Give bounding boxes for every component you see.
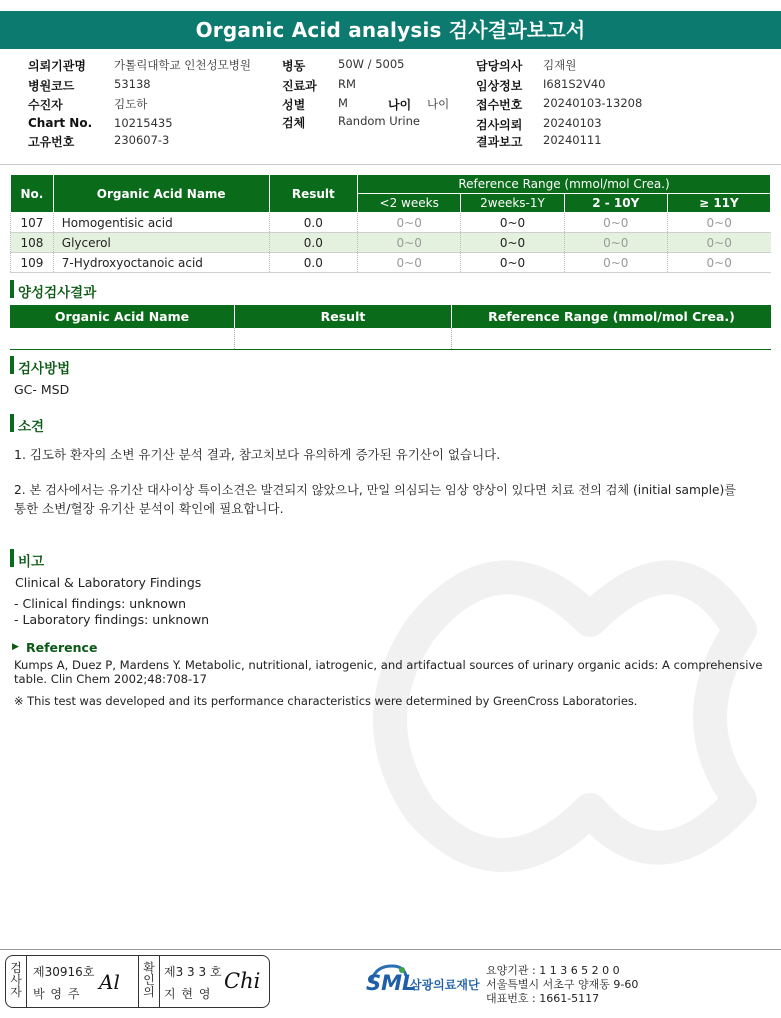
signature-box — [5, 955, 270, 1008]
result-table — [10, 174, 771, 273]
row-no: 107 — [11, 213, 54, 233]
examiner-number: 제30916호 — [33, 965, 95, 979]
confirm-signature: Chi — [224, 969, 261, 993]
col-header-no: No. — [11, 175, 54, 213]
row-range: 0~0 — [667, 253, 770, 273]
info-label: Chart No. — [28, 116, 93, 130]
section-heading-findings: 소견 — [18, 419, 45, 435]
reference-heading: Reference — [26, 640, 98, 655]
section-heading-method: 검사방법 — [18, 361, 71, 377]
row-result: 0.0 — [269, 233, 357, 253]
section-marker — [10, 356, 14, 374]
info-value: RM — [338, 77, 356, 91]
reference-line-2: table. Clin Chem 2002;48:708-17 — [14, 672, 207, 686]
col-header-name: Organic Acid Name — [10, 305, 235, 328]
info-value: 20240103 — [543, 116, 602, 130]
row-range: 0~0 — [564, 233, 667, 253]
info-value: Random Urine — [338, 114, 420, 128]
report-title: Organic Acid analysis 검사결과보고서 — [0, 11, 781, 49]
section-marker — [10, 280, 14, 298]
examiner-label-char: 자 — [10, 985, 22, 999]
confirm-number: 제3 3 3 호 — [164, 965, 222, 979]
empty-cell — [452, 328, 772, 350]
reference-note: ※ This test was developed and its performance characteristics were determined by GreenCross Laboratories. — [14, 694, 638, 708]
section-marker — [10, 414, 14, 432]
info-label: 수진자 — [28, 98, 63, 112]
info-value: 53138 — [114, 77, 151, 91]
row-range: 0~0 — [358, 253, 461, 273]
row-range: 0~0 — [667, 213, 770, 233]
positive-table — [10, 305, 771, 350]
findings-paragraph-2-line-2: 통한 소변/혈장 유기산 분석이 확인에 필요합니다. — [14, 501, 284, 516]
findings-paragraph-2-line-1: 2. 본 검사에서는 유기산 대사이상 특이소견은 발견되지 않았으나, 만일 의심되는 임상 양상이 있다면 치료 전의 검체 (initial sample)를 — [14, 483, 737, 497]
table-row — [11, 213, 771, 233]
info-label: 담당의사 — [476, 59, 523, 73]
phone: 대표번호 : 1661-5117 — [486, 992, 600, 1005]
examiner-label-char: 검 — [10, 961, 22, 975]
range-header: 2 - 10Y — [564, 194, 667, 213]
remarks-clinical: - Clinical findings: unknown — [14, 596, 187, 611]
empty-cell — [235, 328, 452, 350]
info-label: 병원코드 — [28, 79, 75, 93]
row-range: 0~0 — [358, 233, 461, 253]
row-name: 7-Hydroxyoctanoic acid — [53, 253, 269, 273]
row-name: Glycerol — [53, 233, 269, 253]
address: 서울특별시 서초구 양재동 9-60 — [486, 978, 639, 991]
info-label: 임상정보 — [476, 79, 523, 93]
range-header: <2 weeks — [358, 194, 461, 213]
info-value: M — [338, 96, 348, 110]
info-value: 230607-3 — [114, 133, 170, 147]
info-label: 병동 — [282, 59, 306, 73]
row-no: 108 — [11, 233, 54, 253]
info-value: 김도하 — [114, 97, 148, 111]
confirm-label — [138, 956, 160, 1007]
row-range: 0~0 — [564, 213, 667, 233]
col-header-name: Organic Acid Name — [53, 175, 269, 213]
section-marker — [10, 549, 14, 567]
examiner-signature: Al — [99, 970, 120, 994]
empty-cell — [10, 328, 235, 350]
info-value: I681S2V40 — [543, 77, 606, 91]
section-heading-remarks: 비고 — [18, 554, 45, 570]
org-name: 삼광의료재단 — [410, 978, 480, 992]
info-label: 성별 — [282, 98, 306, 112]
row-range: 0~0 — [564, 253, 667, 273]
confirm-name: 지 현 영 — [164, 987, 212, 1001]
row-range: 0~0 — [358, 213, 461, 233]
row-no: 109 — [11, 253, 54, 273]
row-range: 0~0 — [461, 213, 564, 233]
col-header-reference: Reference Range (mmol/mol Crea.) — [452, 305, 772, 328]
examiner-label — [6, 956, 27, 1007]
col-header-result: Result — [269, 175, 357, 213]
remarks-title: Clinical & Laboratory Findings — [15, 575, 202, 590]
footer-divider — [0, 949, 781, 950]
age-value: 나이 — [427, 97, 450, 111]
info-label: 접수번호 — [476, 98, 523, 112]
row-result: 0.0 — [269, 213, 357, 233]
info-label: 진료과 — [282, 79, 317, 93]
col-header-reference: Reference Range (mmol/mol Crea.) — [358, 175, 771, 194]
info-value: 20240103-13208 — [543, 96, 643, 110]
confirm-label-char: 확 — [143, 961, 155, 975]
info-value: 김재원 — [543, 58, 577, 72]
row-range: 0~0 — [667, 233, 770, 253]
range-header: 2weeks-1Y — [461, 194, 564, 213]
info-label: 의뢰기관명 — [28, 59, 86, 73]
info-value: 50W / 5005 — [338, 57, 405, 71]
examiner-name: 박 영 주 — [33, 987, 81, 1001]
sml-logo-text: SML — [366, 971, 416, 995]
remarks-laboratory: - Laboratory findings: unknown — [14, 612, 210, 627]
row-range: 0~0 — [461, 233, 564, 253]
examiner-label-char: 사 — [10, 973, 22, 987]
findings-paragraph-1: 1. 김도하 환자의 소변 유기산 분석 결과, 참고치보다 유의하게 증가된 유기산이 없습니다. — [14, 447, 501, 462]
age-label: 나이 — [388, 98, 412, 112]
info-value: 10215435 — [114, 116, 173, 130]
info-value: 20240111 — [543, 133, 602, 147]
triangle-icon: ▶ — [12, 642, 19, 652]
section-heading-positive: 양성검사결과 — [18, 285, 97, 301]
range-header: ≥ 11Y — [667, 194, 770, 213]
info-label: 검사의뢰 — [476, 118, 523, 132]
row-range: 0~0 — [461, 253, 564, 273]
info-label: 검체 — [282, 116, 306, 130]
info-divider — [0, 164, 781, 165]
table-row — [11, 253, 771, 273]
reference-line-1: Kumps A, Duez P, Mardens Y. Metabolic, nutritional, iatrogenic, and artifactual sources of urinary organic acids: A comprehensive — [14, 658, 763, 672]
institution-code: 요양기관 : 1 1 3 6 5 2 0 0 — [486, 964, 620, 977]
method-text: GC- MSD — [14, 382, 70, 397]
row-name: Homogentisic acid — [53, 213, 269, 233]
info-label: 고유번호 — [28, 135, 75, 149]
confirm-label-char: 의 — [143, 985, 155, 999]
info-label: 결과보고 — [476, 135, 523, 149]
table-row — [11, 233, 771, 253]
col-header-result: Result — [235, 305, 452, 328]
info-value: 가톨릭대학교 인천성모병원 — [114, 58, 251, 72]
confirm-label-char: 인 — [143, 973, 155, 987]
row-result: 0.0 — [269, 253, 357, 273]
table-row — [10, 328, 771, 350]
